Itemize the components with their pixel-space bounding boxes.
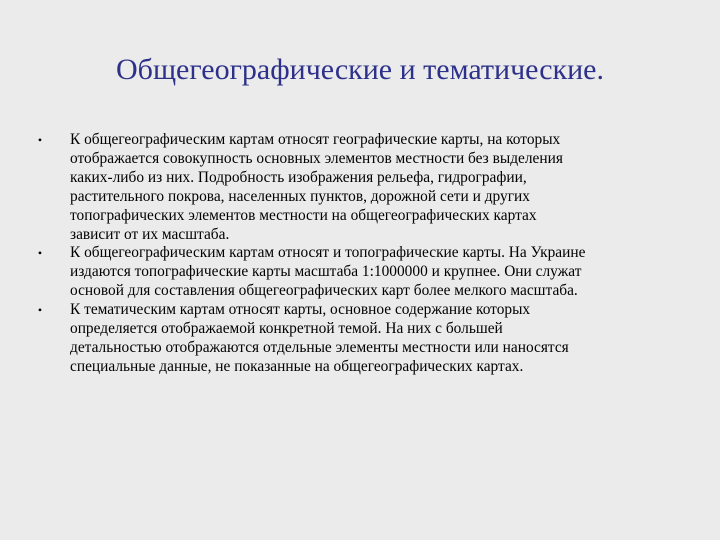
bullet-line: каких-либо из них. Подробность изображения рельефа, гидрографии,: [70, 168, 527, 186]
bullet-line: зависит от их масштаба.: [70, 225, 230, 243]
bullet-item-topographic-maps: [34, 244, 684, 301]
slide-title: Общегеографические и тематические.: [116, 53, 604, 86]
bullet-list: [34, 131, 684, 377]
bullet-line: детальностью отображаются отдельные элементы местности или наносятся: [70, 338, 569, 356]
bullet-line: издаются топографические карты масштаба 1:1000000 и крупнее. Они служат: [70, 263, 582, 281]
bullet-item-general-maps: [34, 131, 684, 244]
bullet-line: определяется отображаемой конкретной темой. На них с большей: [70, 320, 503, 338]
bullet-dot-icon: •: [37, 246, 43, 261]
bullet-dot-icon: •: [37, 303, 43, 318]
bullet-line: топографических элементов местности на общегеографических картах: [70, 206, 537, 224]
bullet-item-thematic-maps: [34, 301, 684, 377]
bullet-line: К общегеографическим картам относят географические карты, на которых: [70, 131, 561, 148]
bullet-dot-icon: •: [37, 133, 43, 147]
bullet-line: К тематическим картам относят карты, основное содержание которых: [70, 301, 531, 319]
bullet-line: К общегеографическим картам относят и топографические карты. На Украине: [70, 244, 586, 262]
bullet-line: специальные данные, не показанные на общегеографических картах.: [70, 357, 524, 375]
bullet-line: растительного покрова, населенных пунктов, дорожной сети и других: [70, 187, 530, 205]
bullet-line: отображается совокупность основных элементов местности без выделения: [70, 149, 563, 167]
bullet-line: основой для составления общегеографических карт более мелкого масштаба.: [70, 282, 578, 300]
